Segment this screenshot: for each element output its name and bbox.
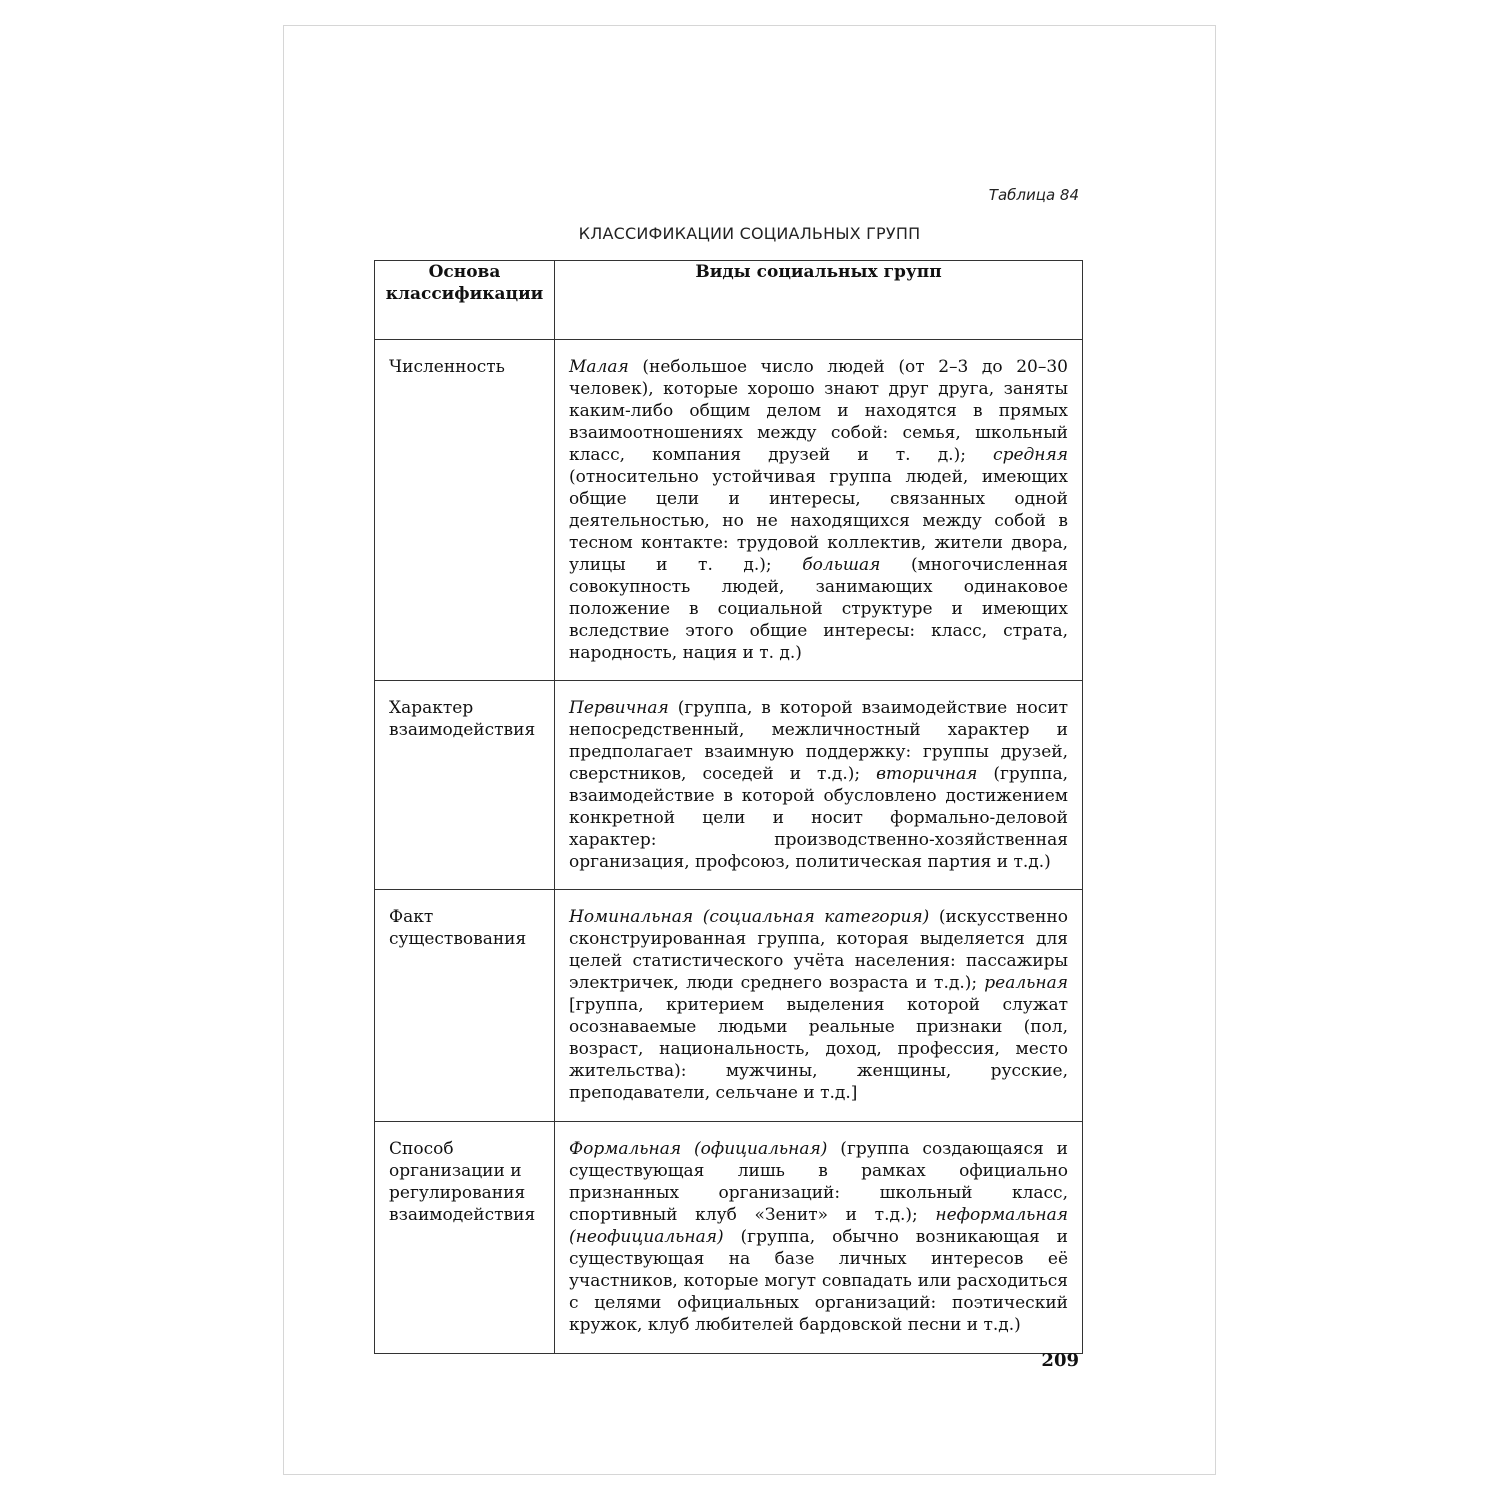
table-row <box>375 681 1083 890</box>
table-row <box>375 1122 1083 1354</box>
table-header-row <box>375 261 1083 340</box>
row-basis: Характер взаимодействия <box>375 681 555 890</box>
row-basis: Способ организации и регулирования взаимодействия <box>375 1122 555 1354</box>
header-types: Виды социальных групп <box>555 261 1083 340</box>
group-type-term: Малая <box>569 357 629 377</box>
group-type-description: (группа, в которой взаимодействие носит непосредственный, межличностный характер и предполагает взаимную поддержку: группы друзей, сверстников, соседей и т.д.); <box>569 698 1068 784</box>
table-title: КЛАССИФИКАЦИИ СОЦИАЛЬНЫХ ГРУПП <box>578 224 921 243</box>
table-row <box>375 890 1083 1122</box>
row-types <box>555 1122 1083 1354</box>
row-types <box>555 340 1083 681</box>
row-basis: Численность <box>375 340 555 681</box>
table-number: Таблица 84 <box>988 186 1079 204</box>
group-type-term: реальная <box>984 973 1068 993</box>
table-row <box>375 340 1083 681</box>
row-types <box>555 681 1083 890</box>
group-type-description: (группа, взаимодействие в которой обусловлено достижением конкретной цели и носит формально-деловой характер: производственно-хозяйственная организация, профсоюз, политическая партия и т.д.) <box>569 764 1069 872</box>
header-basis: Основа классификации <box>375 261 555 340</box>
group-type-description: (группа создающаяся и существующая лишь в рамках официально признанных организаций: школьный класс, спортивный клуб «Зенит» и т.д.); <box>569 1139 1068 1225</box>
row-types <box>555 890 1083 1122</box>
group-type-description: (многочисленная совокупность людей, занимающих одинаковое положение в социальной структуре и имеющих вследствие этого общие интересы: класс, страта, народность, нация и т. д.) <box>569 555 1068 663</box>
page-number: 209 <box>1041 1350 1079 1371</box>
group-type-term: Номинальная (социальная категория) <box>569 907 930 927</box>
classification-table <box>374 260 1083 1354</box>
group-type-term: вторичная <box>876 764 978 784</box>
row-basis: Факт существования <box>375 890 555 1122</box>
group-type-description: (искусственно сконструированная группа, которая выделяется для целей статистического учёта населения: пассажиры электричек, люди среднего возраста и т.д.); <box>569 907 1068 993</box>
group-type-description: (относительно устойчивая группа людей, имеющих общие цели и интересы, связанных одной деятельностью, но не находящихся между собой в тесном контакте: трудовой коллектив, жители двора, улицы и т. д.); <box>569 467 1068 575</box>
document-page <box>283 25 1216 1475</box>
group-type-term: средняя <box>993 445 1068 465</box>
group-type-term: Первичная <box>569 698 669 718</box>
group-type-description: [группа, критерием выделения которой служат осознаваемые людьми реальные признаки (пол, возраст, национальность, доход, профессия, место жительства): мужчины, женщины, русские, преподаватели, сельчане и т.д.] <box>569 995 1068 1103</box>
group-type-term: неформальная (неофициальная) <box>569 1205 1068 1247</box>
group-type-description: (группа, обычно возникающая и существующая на базе личных интересов её участников, которые могут совпадать или расходиться с целями официальных организаций: поэтический кружок, клуб любителей бардовской песни и т.д.) <box>569 1227 1068 1335</box>
group-type-term: Формальная (официальная) <box>569 1139 828 1159</box>
group-type-term: большая <box>802 555 881 575</box>
group-type-description: (небольшое число людей (от 2–3 до 20–30 человек), которые хорошо знают друг друга, заняты каким-либо общим делом и находятся в прямых взаимоотношениях между собой: семья, школьный класс, компания друзей и т. д.); <box>569 357 1068 465</box>
